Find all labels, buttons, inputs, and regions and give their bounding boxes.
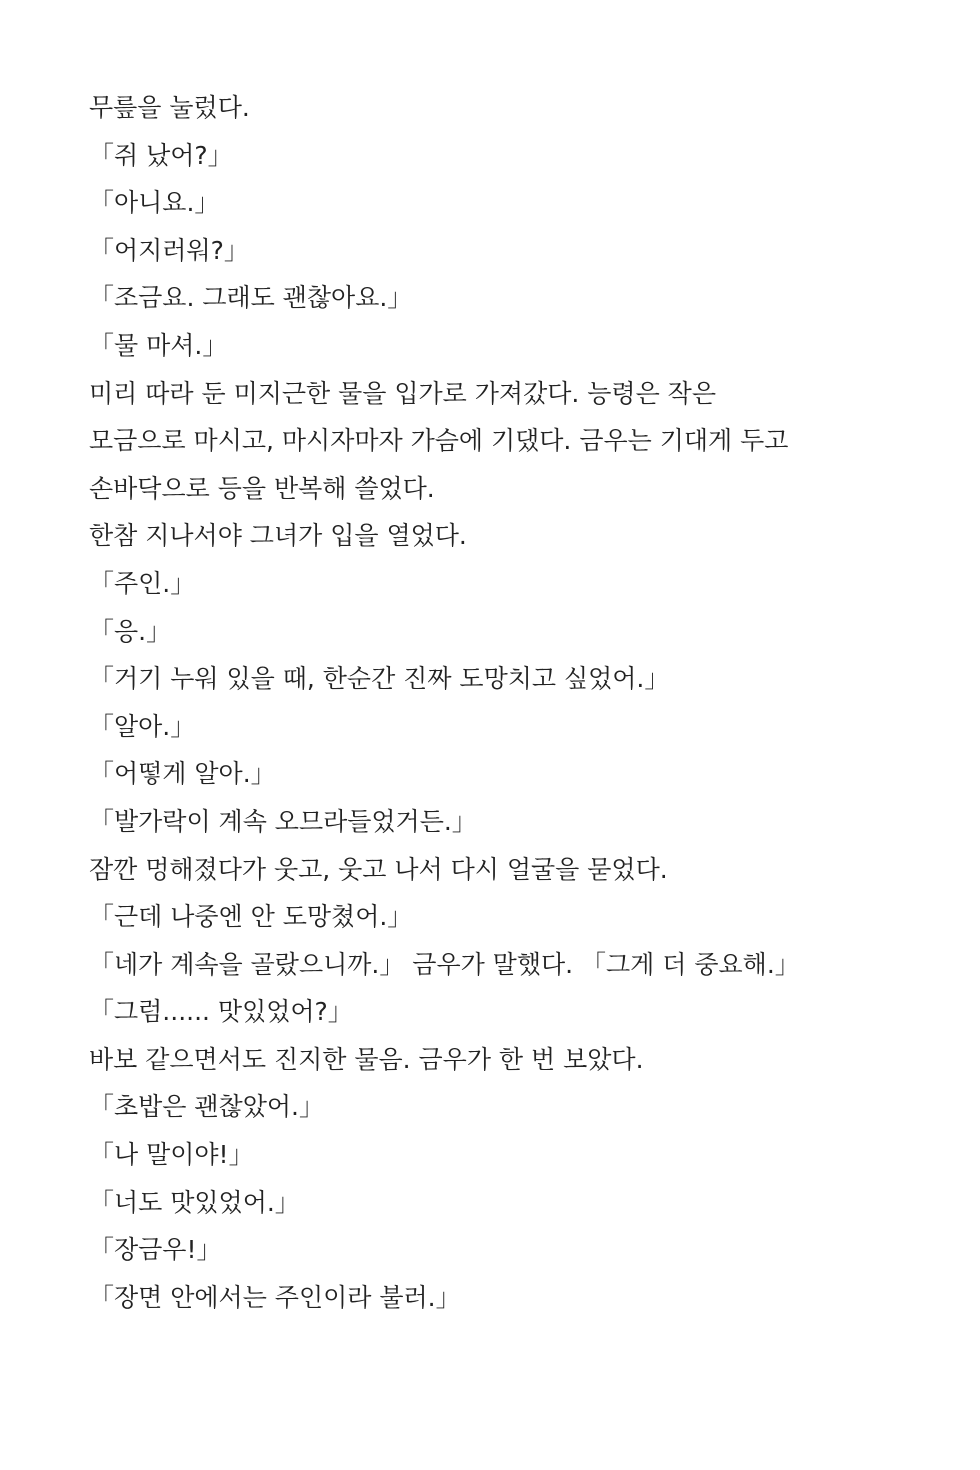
dialogue-line: 「쥐 났어?」 bbox=[89, 140, 233, 170]
dialogue-line: 「어떻게 알아.」 bbox=[89, 759, 276, 789]
dialogue-line: 「조금요. 그래도 괜찮아요.」 bbox=[89, 283, 413, 313]
dialogue-line: 「그럼...... 맛있었어?」 bbox=[89, 997, 353, 1027]
document-body bbox=[89, 84, 949, 1321]
dialogue-line: 「어지러워?」 bbox=[89, 235, 249, 265]
dialogue-line: 「너도 맛있었어.」 bbox=[89, 1187, 300, 1217]
dialogue-line: 「아니요.」 bbox=[89, 188, 220, 218]
text-line: 모금으로 마시고, 마시자마자 가슴에 기댔다. 금우는 기대게 두고 bbox=[89, 426, 789, 456]
dialogue-line: 「초밥은 괜찮았어.」 bbox=[89, 1092, 324, 1122]
dialogue-line: 「알아.」 bbox=[89, 711, 196, 741]
text-line: 한참 지나서야 그녀가 입을 열었다. bbox=[89, 521, 467, 551]
dialogue-line: 「응.」 bbox=[89, 616, 172, 646]
dialogue-line: 「근데 나중엔 안 도망쳤어.」 bbox=[89, 902, 413, 932]
text-line: 무릎을 눌렀다. bbox=[89, 93, 250, 122]
dialogue-line: 「장금우!」 bbox=[89, 1235, 222, 1265]
dialogue-line: 「주인.」 bbox=[89, 568, 196, 598]
text-line: 잠깐 멍해졌다가 웃고, 웃고 나서 다시 얼굴을 묻었다. bbox=[89, 854, 668, 884]
text-line: 바보 같으면서도 진지한 물음. 금우가 한 번 보았다. bbox=[89, 1044, 644, 1074]
dialogue-line: 「장면 안에서는 주인이라 불러.」 bbox=[89, 1282, 461, 1312]
dialogue-line: 「나 말이야!」 bbox=[89, 1140, 254, 1170]
dialogue-line: 「발가락이 계속 오므라들었거든.」 bbox=[89, 806, 477, 836]
dialogue-line: 「네가 계속을 골랐으니까.」 금우가 말했다. 「그게 더 중요해.」 bbox=[89, 949, 800, 979]
text-line: 손바닥으로 등을 반복해 쓸었다. bbox=[89, 473, 435, 503]
dialogue-line: 「거기 누워 있을 때, 한순간 진짜 도망치고 싶었어.」 bbox=[89, 664, 670, 694]
dialogue-line: 「물 마셔.」 bbox=[89, 330, 228, 360]
text-line: 미리 따라 둔 미지근한 물을 입가로 가져갔다. 능령은 작은 bbox=[89, 378, 716, 408]
